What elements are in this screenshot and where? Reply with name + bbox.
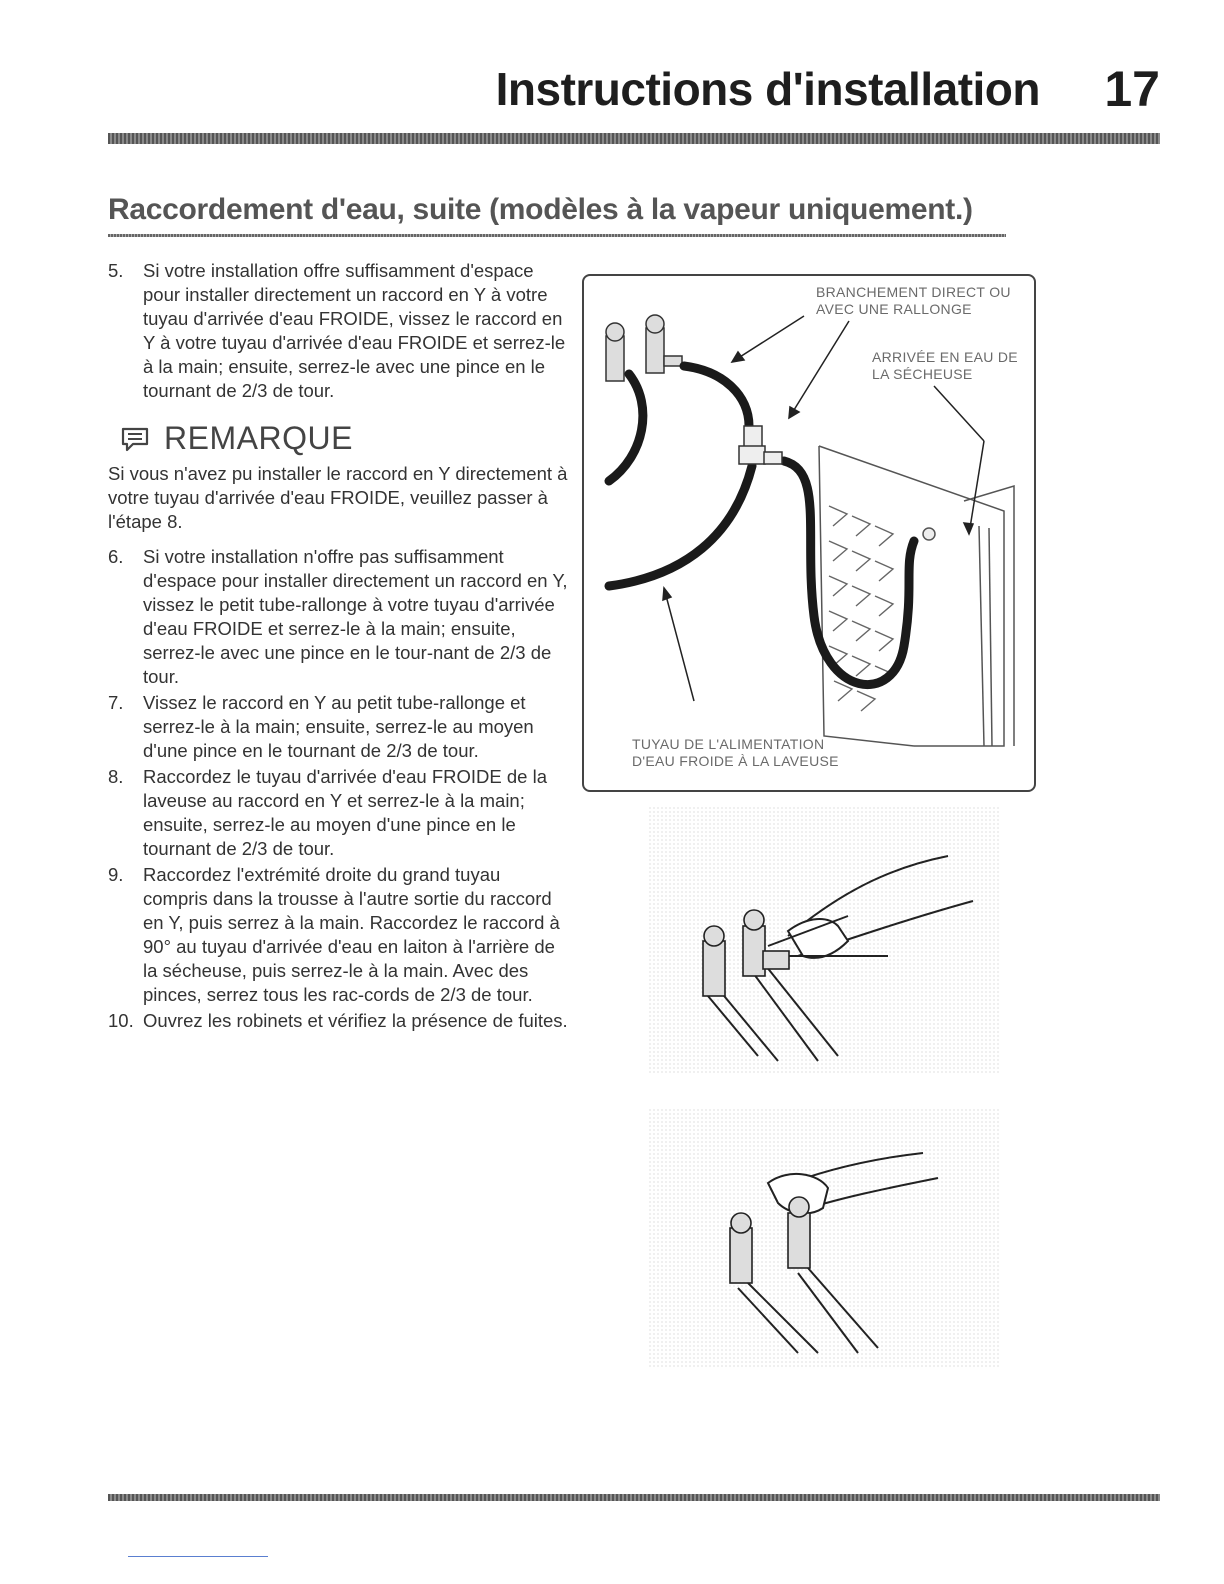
dryer-cabinet [819,446,1014,746]
hand-tightening-drawing [648,1108,1000,1368]
section-heading: Raccordement d'eau, suite (modèles à la vapeur uniquement.) [108,193,973,226]
page-number: 17 [1104,61,1160,117]
step-item [108,1009,568,1033]
note-text: Si vous n'avez pu installer le raccord en Y directement à votre tuyau d'arrivée d'eau FROIDE, veuillez passer à l'étape 8. [108,463,568,532]
step-text: Si votre installation offre suffisamment d'espace pour installer directement un raccord en Y à votre tuyau d'arrivée d'eau FROIDE, vissez le raccord en Y à votre tuyau d'arrivée d'eau FROIDE et serrez-le à la main; ensuite, serrez-le avec une pince en le tournant de 2/3 de tour. [143,260,566,401]
step-number: 8. [108,766,124,787]
callout-line: AVEC UNE RALLONGE [816,301,972,317]
callout-direct-connection [816,284,1011,318]
step-number: 7. [108,692,124,713]
callout-line: ARRIVÉE EN EAU DE [872,349,1018,365]
pliers-tightening-drawing [648,806,1000,1074]
step-number: 10. [108,1010,134,1031]
callout-washer-cold-hose [632,736,839,770]
note-title: REMARQUE [164,420,353,456]
faucets [606,315,682,381]
step-item [108,259,568,403]
header-rule [108,133,1160,144]
step-number: 5. [108,260,124,281]
callout-line: BRANCHEMENT DIRECT OU [816,284,1011,300]
callout-dryer-inlet [872,349,1018,383]
step-text: Si votre installation n'offre pas suffisamment d'espace pour installer directement un raccord en Y, vissez le petit tube-rallonge à votre tuyau d'arrivée d'eau FROIDE et serrez-le à la main; ensuite, serrez-le avec une pince en le tour-nant de 2/3 de tour. [143,546,568,687]
step-text: Vissez le raccord en Y au petit tube-rallonge et serrez-le à la main; ensuite, serrez-le au moyen d'une pince en le tournant de 2/3 de tour. [143,692,534,761]
section-rule [108,234,1006,237]
step-item [108,691,568,763]
callout-line: LA SÉCHEUSE [872,366,973,382]
note-header [120,420,353,457]
y-connector [739,426,782,464]
illustration-pliers-tightening [648,806,1000,1074]
step-text: Raccordez l'extrémité droite du grand tuyau compris dans la trousse à l'autre sortie du raccord en Y, puis serrez à la main. Raccordez le raccord à 90° au tuyau d'arrivée d'eau en laiton à l'arrière de la sécheuse, puis serrez-le à la main. Avec des pinces, serrez tous les rac-cords de 2/3 de tour. [143,864,560,1005]
callout-line: D'EAU FROIDE À LA LAVEUSE [632,753,839,769]
callout-line: TUYAU DE L'ALIMENTATION [632,736,825,752]
step-item [108,863,568,1007]
step-number: 9. [108,864,124,885]
page-header-title: Instructions d'installation [495,63,1040,115]
steps-list-before-note [108,259,568,405]
steps-list-after-note [108,545,568,1035]
footer-link-underline [128,1556,268,1557]
note-icon [120,425,150,453]
illustration-hand-tightening [648,1108,1000,1368]
step-number: 6. [108,546,124,567]
step-text: Raccordez le tuyau d'arrivée d'eau FROIDE de la laveuse au raccord en Y et serrez-le à la main; ensuite, serrez-le au moyen d'une pince en le tournant de 2/3 de tour. [143,766,547,859]
step-item [108,545,568,689]
step-text: Ouvrez les robinets et vérifiez la présence de fuites. [143,1010,568,1031]
hose-connection-diagram [582,274,1036,792]
footer-rule [108,1494,1160,1501]
step-item [108,765,568,861]
